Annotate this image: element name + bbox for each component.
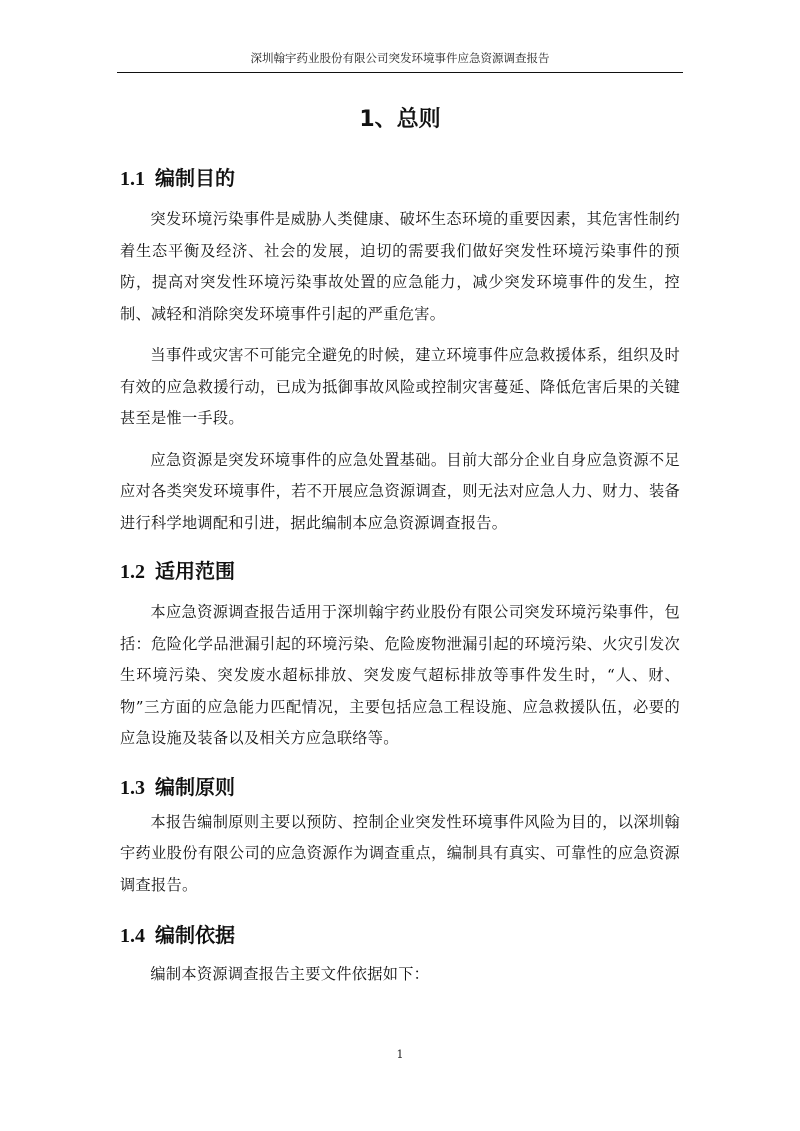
section-heading: 编制目的 — [155, 166, 235, 190]
header-divider — [117, 72, 683, 73]
section-title-1-4 — [120, 917, 680, 953]
section-title-1-1 — [120, 160, 680, 196]
paragraph: 编制本资源调查报告主要文件依据如下： — [150, 965, 430, 983]
section-heading: 编制原则 — [155, 774, 235, 799]
paragraph: 本应急资源调查报告适用于深圳翰宇药业股份有限公司突发环境污染事件，包括：危险化学品泄漏引起的环境污染、危险废物泄漏引起的环境污染、火灾引发次生环境污染、突发废水超标排放、突发废气超标排放等事件发生时，“人、财、物”三方面的应急能力匹配情况，主要包括应急工程设施、应急救援队伍，必要的应急设施及装备以及相关方应急联络等。 — [120, 603, 680, 747]
section-title-1-2 — [120, 553, 680, 589]
page-number: 1 — [396, 1048, 404, 1061]
chapter-title: 1、总则 — [359, 107, 441, 132]
paragraph: 应急资源是突发环境事件的应急处置基础。目前大部分企业自身应急资源不足应对各类突发环境事件，若不开展应急资源调查，则无法对应急人力、财力、装备进行科学地调配和引进，据此编制本应急资源调查报告。 — [120, 450, 680, 532]
section-number: 1.3 — [120, 776, 145, 799]
section-title-1-3 — [120, 769, 680, 805]
page-content — [120, 100, 680, 991]
section-heading: 编制依据 — [155, 923, 235, 947]
paragraph: 突发环境污染事件是威胁人类健康、破坏生态环境的重要因素，其危害性制约着生态平衡及经济、社会的发展，迫切的需要我们做好突发性环境污染事件的预防，提高对突发性环境污染事故处置的应急能力，减少突发环境事件的发生，控制、减轻和消除突发环境事件引起的严重危害。 — [120, 210, 680, 323]
section-number: 1.4 — [120, 925, 145, 947]
paragraph: 当事件或灾害不可能完全避免的时候，建立环境事件应急救援体系，组织及时有效的应急救援行动，已成为抵御事故风险或控制灾害蔓延、降低危害后果的关键甚至是惟一手段。 — [120, 346, 680, 427]
section-number: 1.2 — [120, 561, 145, 583]
running-header: 深圳翰宇药业股份有限公司突发环境事件应急资源调查报告 — [250, 51, 550, 65]
section-heading: 适用范围 — [155, 559, 235, 583]
section-number: 1.1 — [120, 168, 145, 190]
paragraph: 本报告编制原则主要以预防、控制企业突发性环境事件风险为目的，以深圳翰宇药业股份有限公司的应急资源作为调查重点，编制具有真实、可靠性的应急资源调查报告。 — [120, 812, 680, 894]
